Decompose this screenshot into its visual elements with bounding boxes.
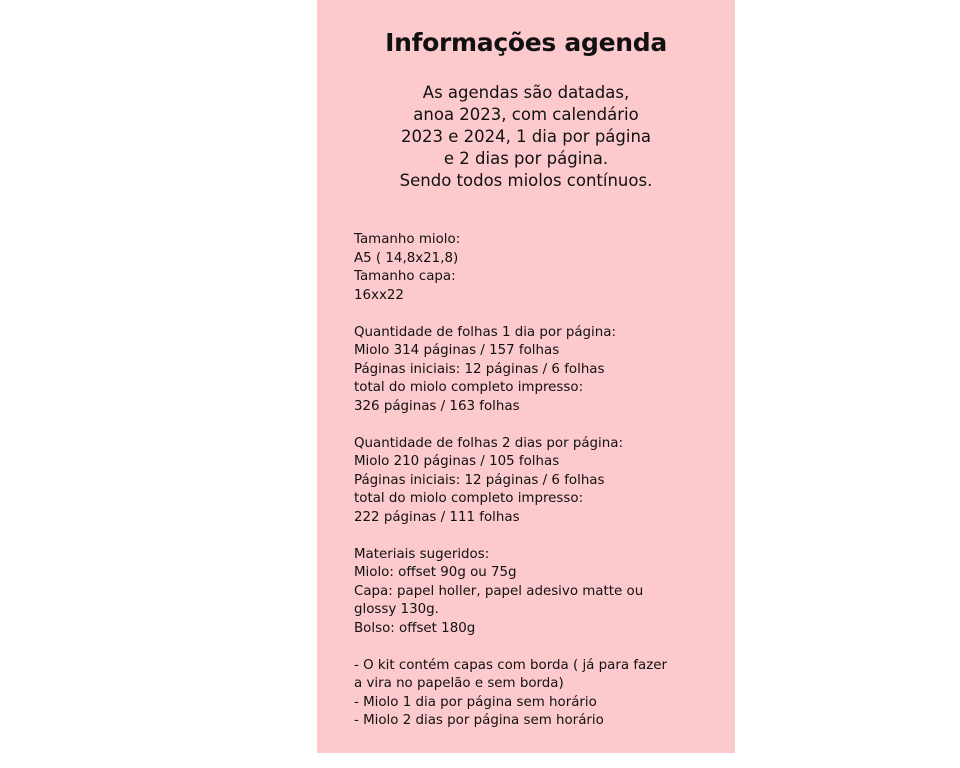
- one-day-line: Páginas iniciais: 12 páginas / 6 folhas: [354, 361, 605, 377]
- one-day-line: 326 páginas / 163 folhas: [354, 398, 520, 414]
- kit-line: - Miolo 1 dia por página sem horário: [354, 694, 597, 710]
- kit-block: [354, 657, 729, 731]
- card-title: Informações agenda: [385, 28, 667, 57]
- sizes-line: 16xx22: [354, 287, 404, 303]
- intro-line: As agendas são datadas,: [422, 83, 630, 102]
- two-days-line: Páginas iniciais: 12 páginas / 6 folhas: [354, 472, 605, 488]
- two-days-block: [354, 435, 729, 528]
- materials-block: [354, 546, 729, 639]
- sizes-line: Tamanho miolo:: [354, 232, 461, 247]
- kit-line: a vira no papelão e sem borda): [354, 676, 564, 691]
- two-days-line: Quantidade de folhas 2 dias por página:: [354, 435, 623, 451]
- sizes-line: Tamanho capa:: [354, 269, 456, 284]
- two-days-line: Miolo 210 páginas / 105 folhas: [354, 454, 560, 469]
- sizes-line: A5 ( 14,8x21,8): [354, 250, 459, 266]
- intro-paragraph: [317, 82, 735, 192]
- one-day-line: Miolo 314 páginas / 157 folhas: [354, 343, 560, 358]
- materials-line: Materiais sugeridos:: [354, 546, 490, 562]
- intro-line: 2023 e 2024, 1 dia por página: [400, 127, 652, 146]
- details-body: [354, 231, 729, 749]
- kit-line: - O kit contém capas com borda ( já para fazer: [354, 657, 668, 673]
- materials-line: Bolso: offset 180g: [354, 620, 476, 636]
- one-day-line: total do miolo completo impresso:: [354, 380, 584, 395]
- one-day-block: [354, 324, 729, 417]
- intro-line: Sendo todos miolos contínuos.: [399, 171, 653, 190]
- intro-line: e 2 dias por página.: [443, 149, 609, 168]
- info-card: [317, 0, 735, 753]
- materials-line: Capa: papel holler, papel adesivo matte ou: [354, 583, 644, 599]
- two-days-line: 222 páginas / 111 folhas: [354, 509, 520, 525]
- materials-line: glossy 130g.: [354, 602, 439, 617]
- sizes-block: [354, 231, 729, 305]
- materials-line: Miolo: offset 90g ou 75g: [354, 565, 517, 580]
- intro-line: anoa 2023, com calendário: [413, 105, 639, 124]
- one-day-line: Quantidade de folhas 1 dia por página:: [354, 324, 616, 340]
- two-days-line: total do miolo completo impresso:: [354, 491, 584, 506]
- kit-line: - Miolo 2 dias por página sem horário: [354, 713, 604, 728]
